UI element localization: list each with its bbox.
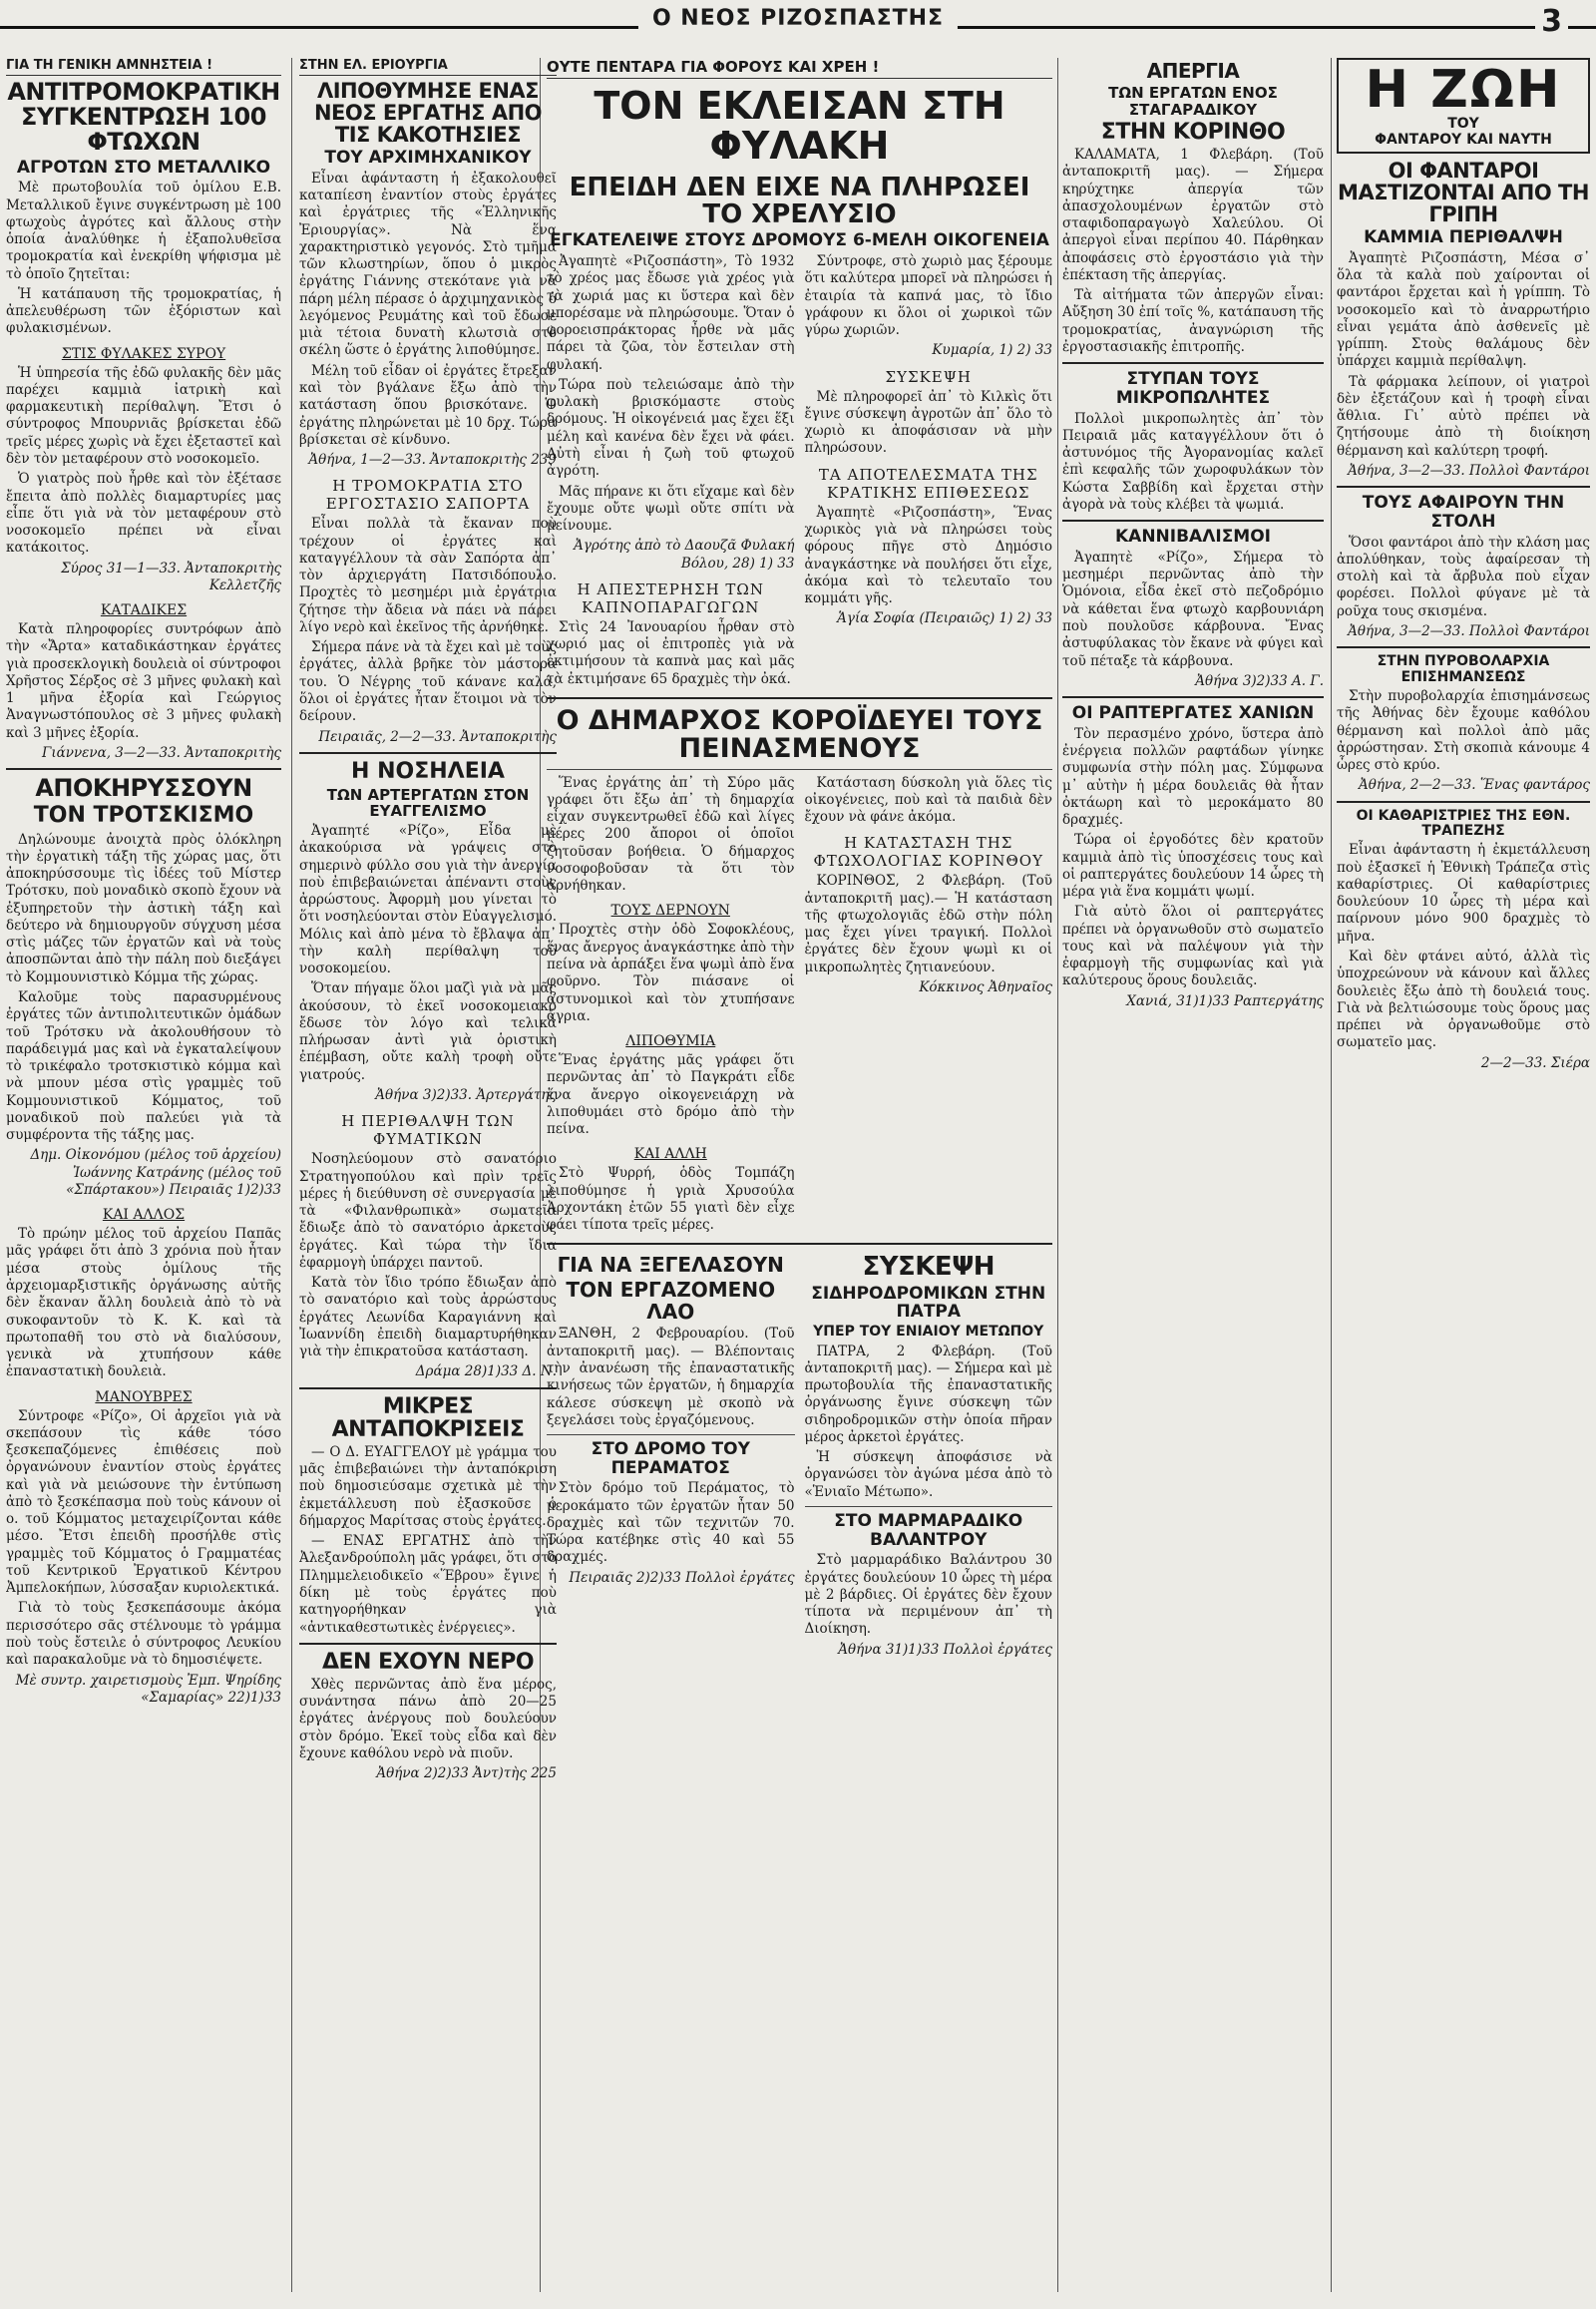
signature: Δημ. Οἰκονόμου (μέλος τοῦ ἀρχείου) Ἰωάννης Κατράνης (μέλος τοῦ «Σπάρτακου») Πειραιᾶς 1)2)33 [30,1147,281,1198]
column-divider [291,58,292,2292]
signature: Γιάννενα, 3—2—33. Ἀνταποκριτὴς [41,744,281,761]
signature: Πειραιᾶς 2)2)33 Πολλοὶ ἐργάτες [569,1569,795,1586]
article-paragraph: ΚΑΛΑΜΑΤΑ, 1 Φλεβάρη. (Τοῦ ἀνταποκριτῆ μας). — Σήμερα κηρύχτηκε ἀπεργία τῶν ἀπασχολουμένων ἐργατῶν στὸ σταφιδοπαραγωγὸ Χαλεύλου. Οἱ ἀπεργοὶ εἶναι περίπου 40. Πάρθηκαν ἀποφάσεις στὸ ἐργοστάσιο γιὰ τὴν ἐπέκταση τῆς ἀπεργίας. [1062,147,1324,283]
signature: Ἀθήνα, 3—2—33. Πολλοὶ Φαντάροι [1348,463,1590,480]
two-column-block [547,775,1052,1238]
divider [299,1643,557,1645]
divider [1062,362,1324,364]
article-paragraph: Ἀγαπητὲ Ριζοσπάστη, Μέσα σ᾿ ὅλα τὰ καλὰ ποὺ χαίρονται οἱ φαντάροι ἔρχεται καὶ ἡ γρίππη. Τὸ νοσοκομεῖο καὶ τὸ ἀναρρωτήριο εἶναι γεμάτα ἀπὸ ἀσθενεῖς μὲ γρίππη. Στοὺς θαλάμους δὲν ὑπάρχει καμμιὰ περίθαλψη. [1337,249,1590,370]
headline: ΓΙΑ ΝΑ ΞΕΓΕΛΑΣΟΥΝ [557,1253,784,1278]
article-paragraph: Καὶ δὲν φτάνει αὐτό, ἀλλὰ τὶς ὑποχρεώνουν νὰ κάνουν καὶ ἄλλες δουλειὲς ἔξω ἀπὸ τὴ δουλειά τους. Γιὰ νὰ βελτιώσουμε τοὺς ὅρους μας πρέπει νὰ ὀργανωθοῦμε στὸ σωματεῖο μας. [1337,949,1590,1051]
signature: Πειραιᾶς, 2—2—33. Ἀνταποκριτὴς [318,728,557,745]
article-paragraph: Καλοῦμε τοὺς παρασυρμένους ἐργάτες τῶν ἀντιπολιτευτικῶν ὁμάδων τοῦ Τρότσκυ νὰ ἀκολουθήσουν τὸ παράδειγμά μας καὶ νὰ ἐγκαταλείψουν τὸ τρικέφαλο τροτσκιστικὸ κόμμα καὶ νὰ μπουν μέσα στὶς γραμμὲς τοῦ Κομμουνιστικοῦ Κόμματος, τοῦ μοναδικοῦ ποὺ παλεύει γιὰ τὰ συμφέροντα τῆς τάξης μας. [6,988,281,1144]
article-paragraph: Ἀγαπητέ «Ρίζο», Εἶδα μὲ ἀκακούρισα νὰ γράψεις στὸ σημερινὸ φύλλο σου γιὰ τὴν ἀνεργία ποὺ ἐπιβεβαιώνεται ἀπέναντι στοὺς ἀρρώστους. Ἀφορμὴ μου γίνεται τὸ ὅτι νοσηλεύονται στὸν Εὐαγγελισμό. Μόλις καὶ ἀπὸ μένα τὸ ἔβλαψα ἀπ᾿ τὴν καλὴ περίθαλψη τοῦ νοσοκομείου. [299,822,557,977]
headline: ΣΥΣΚΕΨΗ [862,1252,996,1283]
article-paragraph: Στὸ μαρμαράδικο Βαλάντρου 30 ἐργάτες δουλεύουν 10 ὧρες τὴ μέρα μὲ 2 βάρδιες. Οἱ ἐργάτες δὲν ἔχουν τίποτα νὰ περιμένουν ἀπ᾿ τὴ Διοίκηση. [804,1552,1052,1638]
article-paragraph: Ἕνας ἐργάτης μᾶς γράφει ὅτι περνῶντας ἀπ᾿ τὸ Παγκράτι εἶδε ἕνα ἄνεργο οἰκογενειάρχη νὰ λιποθυμάει στὸ δρόμο ἀπὸ τὴν πείνα. [547,1052,795,1138]
signature: Ἀθήνα, 3—2—33. Πολλοὶ Φαντάροι [1348,622,1590,639]
article-paragraph: Ἀγαπητὲ «Ριζοσπάστη», Τὸ 1932 τὸ χρέος μας ἔδωσε γιὰ χρέος γιὰ τὰ χωριά μας κι ὕστερα καὶ δὲν μπορέσαμε νὰ πληρώσουμε. Ὅταν ὁ φοροεισπράκτορας ἦρθε νὰ μᾶς πάρει τὰ ζῶα, τὸν ἔστειλαν στὴ φυλακή. [547,253,795,373]
article-paragraph: Ὅταν πήγαμε ὅλοι μαζὶ γιὰ νὰ μᾶς ἀκούσουν, τὸ ἐκεῖ νοσοκομειακὸ ἔδωσε τὸν λόγο καὶ τελικὰ πλήρωσαν ἀντὶ γιὰ ὁριστικὴ ἐπέμβαση, οὔτε καλὴ τροφὴ οὔτε γιατρούς. [299,980,557,1083]
column-1 [6,58,281,2292]
kicker: ΓΙΑ ΤΗ ΓΕΝΙΚΗ ΑΜΝΗΣΤΕΙΑ ! [6,58,281,76]
signature: Ἀθήνα, 1—2—33. Ἀνταποκριτὴς 239 [308,452,557,469]
divider [1337,486,1590,488]
article-paragraph: Ἕνας ἐργάτης ἀπ᾿ τὴ Σύρο μᾶς γράφει ὅτι ἔξω ἀπ᾿ τὴ δημαρχία εἶχαν συγκεντρωθεῖ ἐδῶ καὶ λίγες μέρες 200 ἄποροι οἱ ὁποῖοι ζητοῦσαν βοήθεια. Ὁ δήμαρχος νοσοφοβοῦσαν τὰ ὅτι τὸν ἀρνήθηκαν. [547,774,795,895]
article-paragraph: Δηλώνουμε ἀνοιχτὰ πρὸς ὁλόκληρη τὴν ἐργατικὴ τάξη τῆς χώρας μας, ὅτι ἀποκηρύσσουμε τὶς ἰδέες τοῦ Μίστερ Τρότσκυ, ποὺ μοναδικὸ σκοπὸ ἔχουν νὰ ἐξυπηρετοῦν τὴν ἀστικὴ τάξη καὶ δεύτερο νὰ δημιουργοῦν σύγχυση μέσα στὶς μάζες τῶν ἐργατῶν καὶ νὰ τοὺς ἀποσπῶνται ἀπὸ τὴν πάλη ποὺ διεξάγει τὸ Κομμουνιστικὸ Κόμμα τῆς χώρας. [6,831,281,985]
divider [547,697,1052,699]
article-paragraph: Γιὰ αὐτὸ ὅλοι οἱ ραπτεργάτες πρέπει νὰ ὀργανωθοῦν στὸ σωματεῖο τους καὶ νὰ παλέψουν γιὰ τὴν ἐφαρμογὴ τῆς συμφωνίας καὶ γιὰ καλύτερους ὅρους δουλειᾶς. [1062,904,1324,989]
headline: ΑΠΕΡΓΙΑ [1146,59,1240,83]
headline: ΟΙ ΦΑΝΤΑΡΟΙ ΜΑΣΤΙΖΟΝΤΑΙ ΑΠΟ ΤΗ ΓΡΙΠΗ [1338,159,1589,227]
article-paragraph: Προχτὲς στὴν ὁδὸ Σοφοκλέους, ἕνας ἄνεργος ἀναγκάστηκε ἀπὸ τὴν πείνα νὰ ἁρπάξει ἕνα ψωμὶ ἀπὸ ἕνα φοῦρνο. Τὸν πιάσανε οἱ ἀστυνομικοὶ καὶ τὸν χτυπήσανε ἄγρια. [547,922,795,1024]
headline: ΤΟΝ ΕΡΓΑΖΟΜΕΝΟ ΛΑΟ [566,1278,776,1325]
signature: Κόκκινος Ἀθηναῖος [919,978,1052,995]
article-paragraph: Ἀγαπητὲ «Ρίζο», Σήμερα τὸ μεσημέρι περνῶντας ἀπὸ τὴν Ὁμόνοια, εἶδα ἐκεῖ στὸ πεζοδρόμιο νὰ κάθεται ἕνα φτωχὸ καρβουνιάρη ποὺ πουλοῦσε κάρβουνα. Ἔνας ἀστυφύλακας τὸν ἔκανε νὰ φύγει καὶ τοῦ πέταξε τὰ κάρβουνα. [1062,549,1324,669]
newspaper-title: Ο ΝΕΟΣ ΡΙΖΟΣΠΑΣΤΗΣ [638,6,958,31]
divider [1062,696,1324,698]
article-paragraph: Πολλοὶ μικροπωλητὲς ἀπ᾿ τὸν Πειραιᾶ μᾶς καταγγέλλουν ὅτι ὁ ἀστυνόμος τῆς Ἀγορανομίας καλεῖ ἐπὶ κεφαλῆς τῶν χωροφυλάκων τὸν Κώστα Σαββίδη καὶ ἔρχεται στὴν ἀγορὰ νὰ τοὺς κλέβει τὰ ψωμιά. [1062,410,1324,513]
article-paragraph: Ὁ γιατρὸς ποὺ ἦρθε καὶ τὸν ἐξέτασε ἔπειτα ἀπὸ πολλὲς διαμαρτυρίες μας εἶπε ὅτι γιὰ νὰ τὸν μεταφέρουν στὸ νοσοκομεῖο πρέπει νὰ εἶναι κατάκοιτος. [6,471,281,557]
article-paragraph: Εἶναι πολλὰ τὰ ἔκαναν ποὺ τρέχουν οἱ ἐργάτες καὶ καταγγέλλουν τὰ σὰν Σαπόρτα ἀπ᾿ τὸν ἀρχιεργάτη Πατσιδόπουλο. Προχτὲς τὸ μεσημέρι μιὰ ἐργάτρια ζήτησε τὴν ἄδεια νὰ πάει νὰ πάρει λίγο νερὸ καὶ ἐκεῖνος τῆς ἀρνήθηκε. [299,516,557,635]
article-paragraph: — Ο Δ. ΕΥΑΓΓΕΛΟΥ μὲ γράμμα του μᾶς ἐπιβεβαιώνει τὴν ἀνταπόκριση ποὺ δημοσιεύσαμε σχετικὰ μὲ τὴν ἐκμετάλλευση ποὺ ἐξασκοῦσε ὁ δήμαρχος Μαρίτσας στοὺς ἐργάτες. [299,1443,557,1529]
subheadline: ΕΓΚΑΤΕΛΕΙΨΕ ΣΤΟΥΣ ΔΡΟΜΟΥΣ 6-ΜΕΛΗ ΟΙΚΟΓΕΝΕΙΑ [550,230,1049,251]
article-paragraph: Στὴν πυροβολαρχία ἐπισημάνσεως τῆς Ἀθήνας δὲν ἔχουμε καθόλου θέρμανση καὶ πολλοὶ ἀπὸ μᾶς ἀρρώστησαν. Στὴ σκοπιὰ κάνουμε 4 ὧρες στὸ κρύο. [1337,688,1590,774]
signature: Ἀθήνα 3)2)33. Ἀρτεργάτης [375,1086,557,1103]
column-5 [1337,58,1590,2292]
article-paragraph: Τὰ αἰτήματα τῶν ἀπεργῶν εἶναι: Αὔξηση 30 ἐπί τοῖς %, κατάπαυση τῆς τρομοκρατίας, ἀναγνώριση τῆς ἐργοστασιακῆς ἐπιτροπῆς. [1062,287,1324,356]
section-heading: ΣΤΗΝ ΠΥΡΟΒΟΛΑΡΧΙΑ ΕΠΙΣΗΜΑΝΣΕΩΣ [1377,653,1550,685]
article-paragraph: Σύντροφε, στὸ χωριὸ μας ξέρουμε ὅτι καλύτερα μπορεῖ νὰ πληρώσει ἡ ἐταιρία τὰ καπνά μας, τὸ ἴδιο γράφουν κι ὅλοι οἱ χωρικοὶ τῶν γύρω χωριῶν. [804,253,1052,339]
signature: Ἀθήνα 31)1)33 Πολλοὶ ἐργάτες [838,1641,1052,1658]
headline: ΣΙΔΗΡΟΔΡΟΜΙΚΩΝ ΣΤΗΝ ΠΑΤΡΑ [811,1283,1046,1323]
article-paragraph: Ὅσοι φαντάροι ἀπὸ τὴν κλάση μας ἀπολύθηκαν, τοὺς ἀφαίρεσαν τὴ στολὴ καὶ τὰ ἄρβυλα ποὺ εἶχαν φορέσει. Πολλοὶ φύγανε μὲ τὰ ροῦχα τους σκισμένα. [1337,534,1590,619]
article-paragraph: Εἶναι ἀφάνταστη ἡ ἐκμετάλλευση ποὺ ἐξασκεῖ ἡ Ἐθνικὴ Τράπεζα στὶς καθαρίστριες. Οἱ καθαρίστριες δουλεύουν 10 ὧρες τὴ μέρα καὶ παίρνουν μόνο 900 δραχμὲς τὸ μῆνα. [1337,842,1590,945]
section-heading: Η ΤΡΟΜΟΚΡΑΤΙΑ ΣΤΟ ΕΡΓΟΣΤΑΣΙΟ ΣΑΠΟΡΤΑ [325,477,531,514]
article-paragraph: Τὸ πρώην μέλος τοῦ ἀρχείου Παπᾶς μᾶς γράφει ὅτι ἀπὸ 3 χρόνια ποὺ ἦταν μέσα στοὺς ὁμίλους τῆς ἀρχειομαρξιστικῆς ὀργάνωσης αὐτῆς δὲν ἔκαναν ἄλλη δουλειὰ ἀπὸ τὸ νὰ συκοφαντοῦν τὸ Κ. Κ. καὶ τὰ πρωτοπαθῆ του στὸ νὰ διαλύσουν, γενικὰ νὰ χτυπήσουν κάθε ἐπαναστατικὴ δουλειὰ. [6,1226,281,1380]
section-logo [1337,58,1590,154]
section-heading: ΣΤΟ ΜΑΡΜΑΡΑΔΙΚΟ ΒΑΛΑΝΤΡΟΥ [834,1510,1023,1550]
article-paragraph: Κατάσταση δύσκολη γιὰ ὅλες τὶς οἰκογένειες, ποὺ καὶ τὰ παιδιὰ δὲν ἔχουν νὰ φάνε ἀκόμα. [804,774,1052,826]
column-2 [299,58,557,2292]
article-paragraph: Ἡ ὑπηρεσία τῆς ἐδῶ φυλακῆς δὲν μᾶς παρέχει καμμιὰ ἰατρικὴ καὶ φαρμακευτικὴ περίθαλψη. Ἔτσι ὁ σύντροφος Μπουρνιᾶς βρίσκεται ἐδῶ τρεῖς μέρες χωρὶς νὰ ἔχει ἐξεταστεῖ καὶ δὲν τὸν μεταφέρουν στὸ νοσοκομεῖο. [6,364,281,467]
divider [299,752,557,754]
article-paragraph: Χθὲς περνῶντας ἀπὸ ἕνα μέρος, συνάντησα πάνω ἀπὸ 20—25 ἐργάτες ἀνέργους ποὺ δουλεύουν στὸν δρόμο. Ἐκεῖ τοὺς εἶδα καὶ δὲν ἔχουνε καθόλου νερὸ νὰ πιοῦν. [299,1676,557,1761]
section-heading: ΣΤΙΣ ΦΥΛΑΚΕΣ ΣΥΡΟΥ [61,345,226,362]
article-paragraph: ΚΟΡΙΝΘΟΣ, 2 Φλεβάρη. (Τοῦ ἀνταποκριτῆ μας).— Ἡ κατάσταση τῆς φτωχολογιᾶς ἐδῶ στὴν πόλη μας ἔχει γίνει τραγική. Πολλοὶ ἐργάτες δὲν ἔχουν ψωμὶ κι οἱ μικροπωλητὲς ζητιανεύουν. [804,873,1052,975]
subheadline: ΥΠΕΡ ΤΟΥ ΕΝΙΑΙΟΥ ΜΕΤΩΠΟΥ [813,1324,1044,1341]
article-paragraph: Ἡ σύσκεψη ἀποφάσισε νὰ ὀργανώσει τὸν ἀγώνα μέσα ἀπὸ τὸ «Ἑνιαῖο Μέτωπο». [804,1449,1052,1500]
section-heading: Η ΠΕΡΙΘΑΛΨΗ ΤΩΝ ΦΥΜΑΤΙΚΩΝ [341,1112,515,1149]
section-heading: ΟΙ ΚΑΘΑΡΙΣΤΡΙΕΣ ΤΗΣ ΕΘΝ. ΤΡΑΠΕΖΗΣ [1356,807,1571,840]
article-paragraph: Εἶναι ἀφάνταστη ἡ ἐξακολουθεῖ καταπίεση ἐναντίον στοὺς ἐργάτες καὶ ἐργάτριες τῆς «Ἑλληνικῆς Ἐριουργίας». Νὰ ἕνα χαρακτηριστικὸ γεγονός. Στὸ τμῆμα τῶν κλωστηρίων, ὅπου ὁ μικρὸς ἐργάτης Γιάννης στεκότανε γιὰ νὰ πάρη μέλη πέρασε ὁ ἀρχιμηχανικὸς ὁ λεγόμενος Ρευμάτης καὶ τοῦ ἔδωσε μιὰ τέτοια δυνατὴ κλωτσιὰ στὸ σκέλη ὥστε ὁ ἐργάτης λιποθύμησε. [299,170,557,359]
headline: ΤΟΝ ΕΚΛΕΙΣΑΝ ΣΤΗ ΦΥΛΑΚΗ [594,84,1005,168]
section-heading: ΣΤΥΠΑΝ ΤΟΥΣ ΜΙΚΡΟΠΩΛΗΤΕΣ [1115,369,1271,408]
article-paragraph: Στὶς 24 Ἰανουαρίου ἦρθαν στὸ χωριό μας οἱ ἐπιτροπὲς γιὰ νὰ ἐκτιμήσουν τὰ καπνὰ μας καὶ μᾶς τὰ ἐκτιμήσανε 65 δραχμὲς τὴν ὀκά. [547,618,795,687]
divider [6,768,281,770]
column-4 [1062,58,1324,2292]
article-paragraph: Μᾶς πήρανε κι ὅτι εἴχαμε καὶ δὲν ἔχουμε οὔτε ψωμὶ οὔτε σπίτι νὰ μείνουμε. [547,483,795,535]
subcolumn [547,1251,795,1661]
signature: Μὲ συντρ. χαιρετισμοὺς Ἐμπ. Ψηρίδης «Σαμαρίας» 22)1)33 [15,1672,281,1706]
logo-text: ΦΑΝΤΑΡΟΥ ΚΑΙ ΝΑΥΤΗ [1375,132,1552,148]
article-paragraph: Σύντροφε «Ρίζο», Οἱ ἀρχεῖοι γιὰ νὰ σκεπάσουν τὶς κάθε τόσο ξεσκεπαζόμενες ἐπιθέσεις ποὺ ὀργανώνουν ἐναντίον στοὺς ἐργάτες καὶ γιὰ νὰ μειώσουνε τὴν ἐντύπωση ἀπὸ τὸ ξεσκέπασμα ποὺ τοὺς κάνουν οἱ ο. τοῦ Κόμματος μεταχειρίζονται κάθε μέσο. Ἔτσι ἐπειδὴ προσήλθε στὶς γραμμὲς τοῦ Κόμματος ὁ Γραμματέας τοῦ Κεντρικοῦ Ἐργατικοῦ Κέντρου Ἀμπελοκήπων, λύσσαξαν κυριολεκτικά. [6,1407,281,1597]
article-paragraph: Τώρα οἱ ἐργοδότες δὲν κρατοῦν καμμιὰ ἀπὸ τὶς ὑποσχέσεις τους καὶ οἱ ραπτεργάτες δουλεύουν 14 ὧρες τὴ μέρα γιὰ ἕνα κομμάτι ψωμί. [1062,832,1324,901]
headline: ΜΙΚΡΕΣ ΑΝΤΑΠΟΚΡΙΣΕΙΣ [331,1393,525,1442]
signature: Χανιά, 31)1)33 Ραπτεργάτης [1126,992,1324,1009]
divider [547,1434,795,1435]
signature: Ἁγία Σοφία (Πειραιῶς) 1) 2) 33 [837,610,1052,627]
section-heading: ΟΙ ΡΑΠΤΕΡΓΑΤΕΣ ΧΑΝΙΩΝ [1071,703,1315,724]
article-paragraph: Στὸ Ψυρρή, ὁδὸς Τομπάζη λιποθύμησε ἡ γριὰ Χρυσούλα Ἀρχοντάκη ἐτῶν 55 γιατὶ δὲν εἶχε φάει τίποτα τρεῖς μέρες. [547,1165,795,1234]
column-divider [1057,58,1058,2292]
divider [299,1387,557,1389]
article-paragraph: — ΕΝΑΣ ΕΡΓΑΤΗΣ ἀπὸ τὴν Ἀλεξανδρούπολη μᾶς γράφει, ὅτι στὸ Πλημμελειοδικεῖο «Ἕβρου» ἔγινε ἡ δίκη μὲ τοὺς ἐργάτες ποὺ κατηγορήθηκαν γιὰ «ἀντικαθεστωτικὲς ἐνέργειες». [299,1533,557,1636]
subheadline: ΤΩΝ ΑΡΤΕΡΓΑΤΩΝ ΣΤΟΝ ΕΥΑΓΓΕΛΙΣΜΟ [326,785,530,821]
article-paragraph: Τώρα ποὺ τελειώσαμε ἀπὸ τὴν φυλακὴ βρισκόμαστε στοὺς δρόμους. Ἡ οἰκογένειά μας ἔχει ἕξι μέλη καὶ κανένα δὲν ἔχει νὰ φάει. Αὐτὴ εἶναι ἡ ζωὴ τοῦ φτωχοῦ ἀγρότη. [547,376,795,480]
article-paragraph: Νοσηλεύομουν στὸ σανατόριο Στρατηγοπούλου καὶ πρὶν τρεῖς μέρες ἡ διεύθυνση σὲ συνεργασία μὲ τὰ «Φιλανθρωπικὰ» σωματεῖα ἔδιωξε ἀπὸ τὸ σανατόριο ἀρκετοὺς ἐργάτες. Καὶ τώρα τὴν ἴδια ἐφαρμογὴ ὑπάρχει παντοῦ. [299,1151,557,1271]
divider [547,769,1052,770]
logo-text: ΤΟΥ [1447,116,1479,132]
article-paragraph: ΠΑΤΡΑ, 2 Φλεβάρη. (Τοῦ ἀνταποκριτῆ μας). — Σήμερα καὶ μὲ πρωτοβουλία τῆς ἐπαναστατικῆς ὀργάνωσης ἔγινε σύσκεψη τῶν σιδηροδρομικῶν στὴν ὁποία πῆραν μέρος ἀρκετοὶ ἐργάτες. [804,1343,1052,1445]
section-heading: ΤΟΥΣ ΑΦΑΙΡΟΥΝ ΤΗΝ ΣΤΟΛΗ [1362,493,1565,532]
signature: Ἀγρότης ἀπὸ τὸ Δαουζᾶ Φυλακή Βόλου, 28) 1) 33 [574,538,795,572]
signature: Δράμα 28)1)33 Δ. Ν. [415,1363,557,1380]
headline: ΑΝΤΙΤΡΟΜΟΚΡΑΤΙΚΗ ΣΥΓΚΕΝΤΡΩΣΗ 100 ΦΤΩΧΩΝ [7,78,280,157]
divider [805,1506,1053,1507]
headline: Ο ΔΗΜΑΡΧΟΣ ΚΟΡΟΪΔΕΥΕΙ ΤΟΥΣ ΠΕΙΝΑΣΜΕΝΟΥΣ [556,704,1043,765]
signature: 2—2—33. Σιέρα [1480,1054,1590,1071]
article-paragraph: Τὸν περασμένο χρόνο, ὕστερα ἀπὸ ἐνέργεια πολλῶν ραφτάδων γίνηκε συμφωνία στὴν πόλη μας. Σύμφωνα μ᾿ αὐτὴν ἡ μέρα δουλειᾶς θὰ ἦταν ὀκτάωρη καὶ τὸ μεροκάματο 80 δραχμές. [1062,725,1324,829]
divider [1337,646,1590,648]
subcolumn [547,253,795,691]
subheadline: ΑΓΡΟΤΩΝ ΣΤΟ ΜΕΤΑΛΛΙΚΟ [16,157,271,178]
divider [1062,520,1324,522]
column-divider [1331,58,1332,2292]
kicker: ΣΤΗΝ ΕΛ. ΕΡΙΟΥΡΓΙΑ [299,58,557,76]
section-heading: Η ΚΑΤΑΣΤΑΣΗ ΤΗΣ ΦΤΩΧΟΛΟΓΙΑΣ ΚΟΡΙΝΘΟΥ [813,834,1044,871]
subheadline: ΚΑΜΜΙΑ ΠΕΡΙΘΑΛΨΗ [1364,227,1563,248]
article-paragraph: Στὸν δρόμο τοῦ Περάματος, τὸ μεροκάματο τῶν ἐργατῶν ἦταν 50 δραχμὲς καὶ τῶν τεχνιτῶν 70. Τώρα κατέβηκε στὶς 40 καὶ 55 δραχμές. [547,1480,795,1566]
logo-text: Η ΖΩΗ [1365,60,1562,120]
section-heading: Η ΑΠΕΣΤΕΡΗΣΗ ΤΩΝ ΚΑΠΝΟΠΑΡΑΓΩΓΩΝ [577,579,764,616]
article-paragraph: Μὲ πληροφορεῖ ἀπ᾿ τὸ Κιλκὶς ὅτι ἔγινε σύσκεψη ἀγροτῶν ἀπ᾿ ὅλο τὸ χωριὸ κι ἀποφάσισαν νὰ μὴν πληρώσουν. [804,388,1052,457]
divider [1337,801,1590,803]
column-3 [547,58,1052,2292]
headline: ΔΕΝ ΕΧΟΥΝ ΝΕΡΟ [321,1649,535,1675]
section-heading: ΣΥΣΚΕΨΗ [885,367,972,386]
page-number: 3 [1535,4,1568,39]
section-heading: ΚΑΤΑΔΙΚΕΣ [100,602,188,619]
section-heading: ΚΑΝΝΙΒΑΛΙΣΜΟΙ [1114,527,1271,548]
section-heading: ΚΑΙ ΑΛΛΟΣ [102,1207,186,1224]
section-heading: ΤΑ ΑΠΟΤΕΛΕΣΜΑΤΑ ΤΗΣ ΚΡΑΤΙΚΗΣ ΕΠΙΘΕΣΕΩΣ [818,465,1038,502]
article-paragraph: Ἀγαπητὲ «Ριζοσπάστη», Ἕνας χωρικὸς γιὰ νὰ πληρώσει τοὺς φόρους πῆγε στὸ Δημόσιο ἀναγκάστηκε νὰ πουλήσει ὅτι εἶχε, ἀκόμα καὶ τὸ τελευταῖο του κομμάτι γῆς. [804,504,1052,607]
headline: ΣΤΗΝ ΚΟΡΙΝΘΟ [1100,120,1286,145]
headline: ΑΠΟΚΗΡΥΣΣΟΥΝ [35,774,252,803]
headline: ΕΠΕΙΔΗ ΔΕΝ ΕΙΧΕ ΝΑ ΠΛΗΡΩΣΕΙ ΤΟ ΧΡΕΛΥΣΙΟ [569,172,1030,230]
banner: ΟΥΤΕ ΠΕΝΤΑΡΑ ΓΙΑ ΦΟΡΟΥΣ ΚΑΙ ΧΡΕΗ ! [547,58,1052,79]
article-paragraph: Κατὰ τὸν ἴδιο τρόπο ἔδιωξαν ἀπὸ τὸ σανατόριο καὶ τοὺς ἀρρώστους ἐργάτες Λεωνίδα Καραγιάννη καὶ Ἰωαννίδη ἐπειδὴ διαμαρτυρήθηκαν γιὰ τὴν ἐπικρατοῦσα κατάσταση. [299,1275,557,1360]
article-paragraph: ΞΑΝΘΗ, 2 Φεβρουαρίου. (Τοῦ ἀνταποκριτῆ μας). — Βλέπονταις τὴν ἀνανέωση τῆς ἐπαναστατικῆς κινήσεως τῶν ἐργατῶν, ἡ δημαρχία κάλεσε σύσκεψη μὲ σκοπὸ νὰ ξεγελάσει τοὺς ἐργαζόμενους. [547,1326,795,1428]
article-paragraph: Κατὰ πληροφορίες συντρόφων ἀπὸ τὴν «Ἄρτα» καταδικάστηκαν ἐργάτες γιὰ προσεκλογικὴ δουλειὰ οἱ σύντροφοι Χρῆστος Σέρξος σὲ 3 μῆνες φυλακὴ καὶ 1 μῆνα ἐξορία καὶ Γεώργιος Ἀναγνωστόπουλος σὲ 3 μῆνες φυλακὴ καὶ 3 μῆνες ἐξορία. [6,621,281,741]
article-paragraph: Μὲ πρωτοβουλία τοῦ ὁμίλου Ε.Β. Μεταλλικοῦ ἔγινε συγκέντρωση μὲ 100 φτωχοὺς ἀγρότες καὶ ἄλλους στὴν ὁποία ἀναλύθηκε ἡ ἐξαπολυθεῖσα τρομοκρατία καὶ ἐνεκρίθη ψήφισμα μὲ τὸ ὁποῖο ζητεῖται: [6,180,281,282]
article-paragraph: Μέλη τοῦ εἶδαν οἱ ἐργάτες ἔτρεξαν καὶ τὸν βγάλανε ἔξω ἀπὸ τὴν κατάσταση ὅπου βρισκότανε. Ὁ ἐργάτης πληρώνεται μὲ 10 δρχ. Τώρα βρίσκεται σὲ κίνδυνο. [299,362,557,448]
signature: Ἀθήνα 2)2)33 Ἀντ)τὴς 225 [376,1765,557,1782]
section-heading: ΛΙΠΟΘΥΜΙΑ [625,1033,716,1050]
subcolumn [547,775,795,1238]
signature: Ἀθήνα, 2—2—33. Ἕνας φαντάρος [1359,777,1590,794]
divider [547,1243,1052,1245]
two-column-block [547,253,1052,691]
signature: Σύρος 31—1—33. Ἀνταποκριτὴς Κελλετζῆς [61,560,281,593]
subheadline: ΤΟΝ ΤΡΟΤΣΚΙΣΜΟ [33,803,254,829]
two-column-block [547,1251,1052,1661]
signature: Ἀθήνα 3)2)33 Α. Γ. [1195,672,1324,689]
subcolumn [805,775,1053,1238]
headline: Η ΝΟΣΗΛΕΙΑ [351,758,505,784]
section-heading: ΜΑΝΟΥΒΡΕΣ [95,1388,193,1405]
subcolumn [805,253,1053,691]
section-heading: ΣΤΟ ΔΡΟΜΟ ΤΟΥ ΠΕΡΑΜΑΤΟΣ [591,1439,750,1478]
headline: ΛΙΠΟΘΥΜΗΣΕ ΕΝΑΣ ΝΕΟΣ ΕΡΓΑΤΗΣ ΑΠΟ ΤΙΣ ΚΑΚΟΤΗΣΙΕΣ [313,79,543,148]
headline: ΤΩΝ ΕΡΓΑΤΩΝ ΕΝΟΣ ΣΤΑΓΑΡΑΔΙΚΟΥ [1108,84,1278,119]
article-paragraph: Ἡ κατάπαυση τῆς τρομοκρατίας, ἡ ἀπελευθέρωση τῶν ἐξόριστων καὶ φυλακισμένων. [6,285,281,337]
article-paragraph: Γιὰ τὸ τοὺς ξεσκεπάσουμε ἀκόμα περισσότερο σᾶς στέλνουμε τὸ γράμμα ποὺ τοὺς ἔστειλε ὁ σύντροφος Λευκίου καὶ παρακαλοῦμε νὰ τὸ δημοσιέψετε. [6,1600,281,1669]
article-paragraph: Τὰ φάρμακα λείπουν, οἱ γιατροὶ δὲν ἐξετάζουν καὶ ἡ τροφὴ εἶναι ἄθλια. Γι᾿ αὐτὸ πρέπει νὰ ζητήσουμε ἀπὸ τὴ διοίκηση θέρμανση καὶ καλύτερη τροφή. [1337,373,1590,459]
section-heading: ΚΑΙ ΑΛΛΗ [633,1146,707,1163]
article-paragraph: Σήμερα πάνε νὰ τὰ ἔχει καὶ μὲ τοὺς ἐργάτες, ἀλλὰ βρῆκε τὸν μάστορα του. Ὁ Νέγρης τοῦ κάνανε καλά, ὅλοι οἱ ἐργάτες ἦταν ἕτοιμοι νὰ τὸν δείρουν. [299,639,557,725]
subcolumn [805,1251,1053,1661]
subheadline: ΤΟΥ ΑΡΧΙΜΗΧΑΝΙΚΟΥ [324,148,532,169]
signature: Κυμαρία, 1) 2) 33 [932,342,1052,359]
section-heading: ΤΟΥΣ ΔΕΡΝΟΥΝ [610,903,730,920]
masthead [0,4,1596,48]
